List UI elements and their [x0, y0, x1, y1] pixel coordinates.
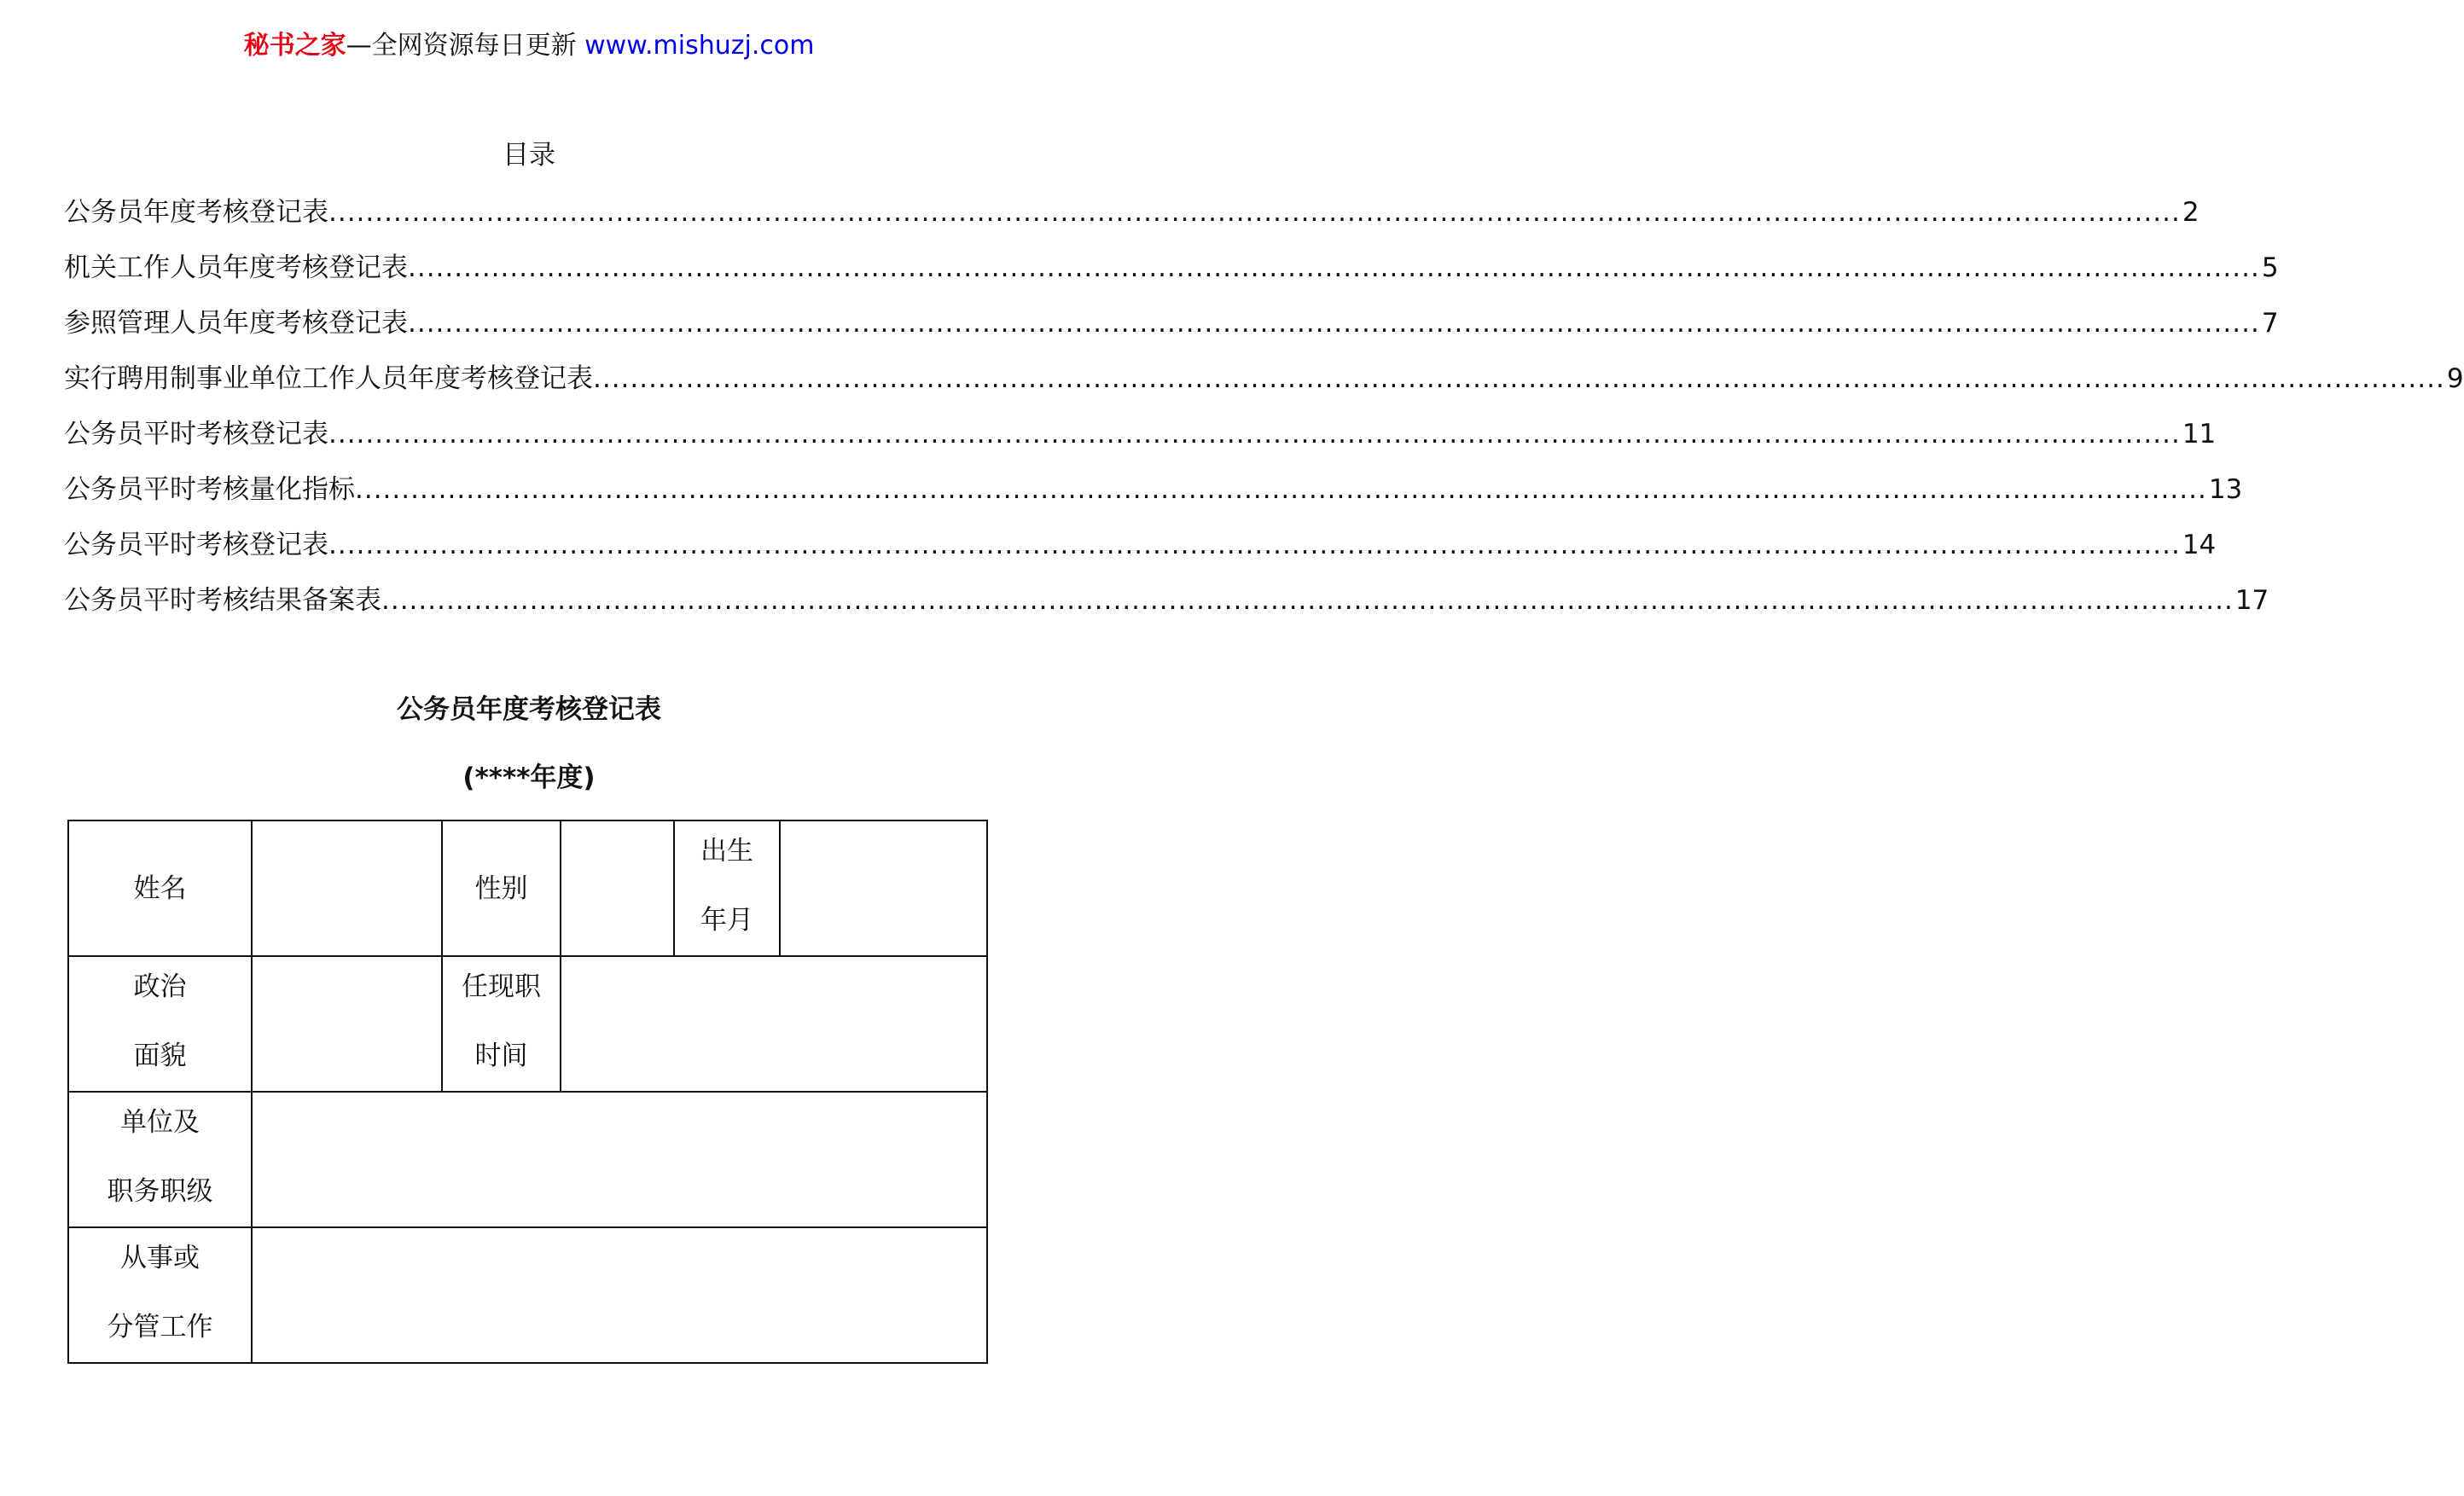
tenure-field[interactable] — [561, 956, 987, 1092]
tenure-label — [442, 956, 561, 1092]
gender-field[interactable] — [561, 820, 674, 956]
toc-item[interactable] — [64, 523, 2217, 578]
toc-leader-dots: ........................................................................................................................................................................................................ — [593, 363, 2445, 394]
toc-item-title: 公务员年度考核登记表 — [64, 197, 328, 228]
toc-item-page: 11 — [2182, 419, 2217, 449]
toc-item[interactable] — [64, 578, 2269, 634]
table-row — [68, 956, 987, 1092]
unit-position-label-line1: 单位及 — [120, 1107, 200, 1138]
work-duty-label-line1: 从事或 — [120, 1243, 200, 1273]
toc-item-page: 17 — [2234, 585, 2269, 616]
political-status-label — [68, 956, 252, 1092]
toc-item[interactable] — [64, 190, 2200, 246]
toc-leader-dots: ........................................................................................................................................................................................................ — [328, 197, 2181, 228]
table-row — [68, 1227, 987, 1363]
toc-item-page: 13 — [2208, 474, 2243, 505]
tenure-label-line2: 时间 — [474, 1041, 528, 1071]
toc-leader-dots: ........................................................................................................................................................................................................ — [381, 585, 2234, 616]
form-subtitle: (****年度) — [462, 762, 596, 793]
toc-item-page: 2 — [2182, 197, 2200, 228]
toc-title: 目录 — [503, 140, 555, 171]
toc-item[interactable] — [64, 246, 2279, 301]
birth-date-field[interactable] — [780, 820, 987, 956]
page-header — [0, 26, 1058, 67]
toc-item-title: 实行聘用制事业单位工作人员年度考核登记表 — [64, 363, 593, 394]
political-status-field[interactable] — [252, 956, 442, 1092]
header-slogan: —全网资源每日更新 — [346, 31, 577, 61]
toc-leader-dots: ........................................................................................................................................................................................................ — [328, 530, 2181, 560]
toc-item-title: 公务员平时考核结果备案表 — [64, 585, 381, 616]
toc-leader-dots: ........................................................................................................................................................................................................ — [328, 419, 2181, 449]
work-duty-field[interactable] — [252, 1227, 987, 1363]
table-row — [68, 1092, 987, 1227]
toc-item-title: 公务员平时考核量化指标 — [64, 474, 355, 505]
toc-item[interactable] — [64, 301, 2279, 357]
toc-leader-dots: ........................................................................................................................................................................................................ — [408, 252, 2260, 283]
name-label: 姓名 — [68, 820, 252, 956]
toc-item[interactable] — [64, 412, 2217, 467]
toc-item-title: 公务员平时考核登记表 — [64, 419, 328, 449]
table-of-contents — [64, 190, 2464, 634]
toc-leader-dots: ........................................................................................................................................................................................................ — [355, 474, 2207, 505]
toc-item-title: 机关工作人员年度考核登记表 — [64, 252, 408, 283]
unit-position-label-line2: 职务职级 — [107, 1176, 213, 1207]
work-duty-label — [68, 1227, 252, 1363]
name-field[interactable] — [252, 820, 442, 956]
toc-item-page: 14 — [2182, 530, 2217, 560]
birth-date-label-line1: 出生 — [700, 836, 753, 867]
birth-date-label — [674, 820, 780, 956]
toc-item-title: 公务员平时考核登记表 — [64, 530, 328, 560]
toc-item-title: 参照管理人员年度考核登记表 — [64, 308, 408, 339]
unit-position-label — [68, 1092, 252, 1227]
toc-leader-dots: ........................................................................................................................................................................................................ — [408, 308, 2260, 339]
form-title: 公务员年度考核登记表 — [397, 694, 661, 725]
tenure-label-line1: 任现职 — [462, 971, 541, 1002]
toc-item-page: 7 — [2261, 308, 2279, 339]
toc-item-page: 9 — [2446, 363, 2464, 394]
gender-label: 性别 — [442, 820, 561, 956]
work-duty-label-line2: 分管工作 — [107, 1312, 213, 1342]
unit-position-field[interactable] — [252, 1092, 987, 1227]
toc-item[interactable] — [64, 467, 2243, 523]
registration-table — [67, 820, 988, 1364]
political-status-label-line1: 政治 — [133, 971, 187, 1002]
website-link[interactable]: www.mishuzj.com — [584, 31, 815, 61]
toc-item[interactable] — [64, 357, 2464, 412]
toc-item-page: 5 — [2261, 252, 2279, 283]
table-row — [68, 820, 987, 956]
birth-date-label-line2: 年月 — [700, 905, 753, 936]
political-status-label-line2: 面貌 — [133, 1041, 187, 1071]
brand-name: 秘书之家 — [243, 31, 346, 61]
